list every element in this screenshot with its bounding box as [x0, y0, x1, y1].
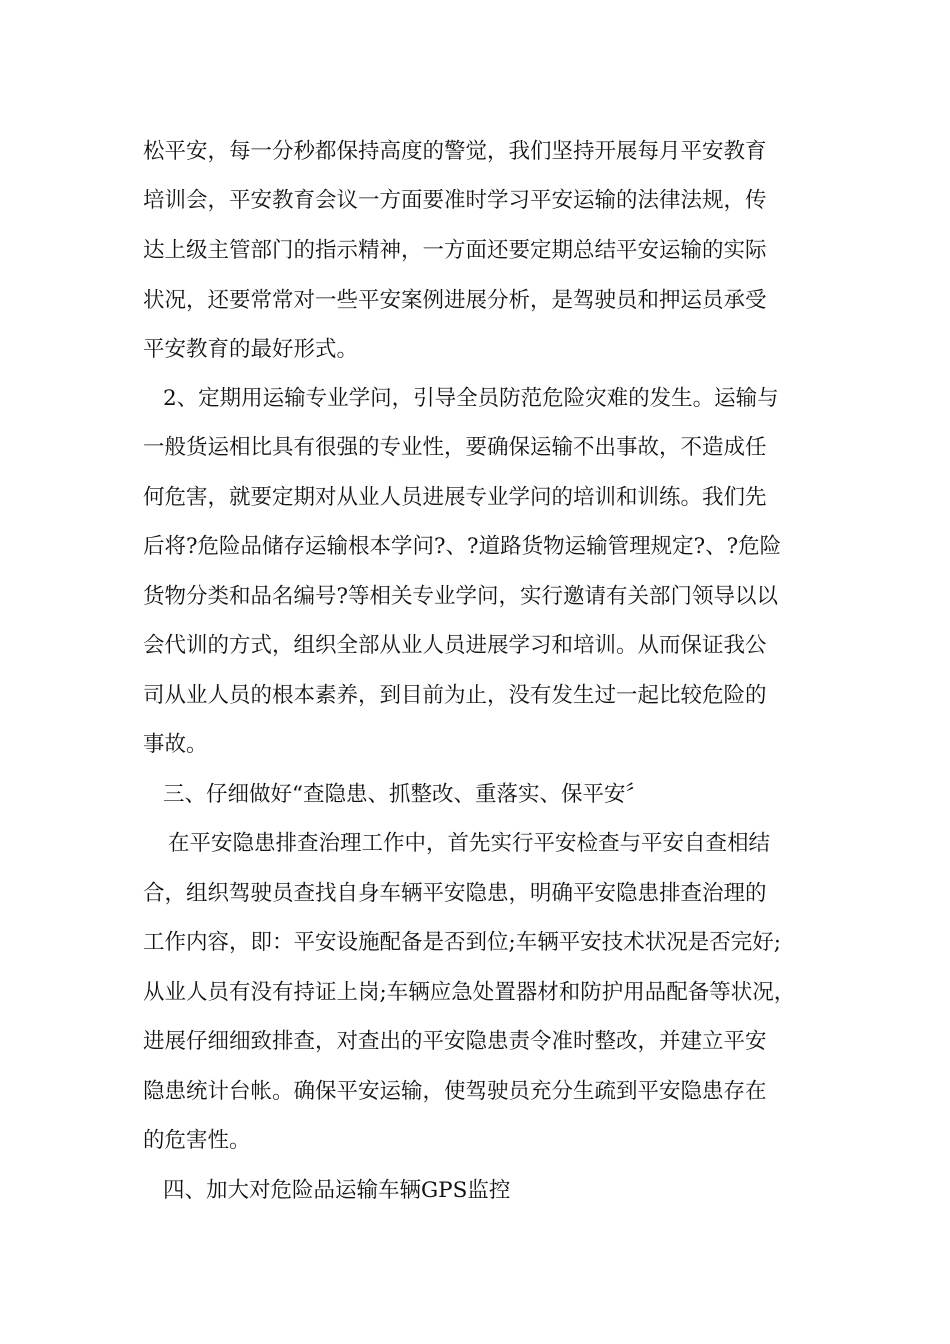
paragraph-1-line-3: 达上级主管部门的指示精神，一方面还要定期总结平安运输的实际 — [143, 238, 767, 263]
paragraph-3-line-4: 从业人员有没有持证上岗;车辆应急处置器材和防护用品配备等状况， — [143, 980, 796, 1005]
paragraph-1-line-1: 松平安，每一分秒都保持高度的警觉，我们坚持开展每月平安教育 — [143, 139, 767, 164]
paragraph-2-line-6: 会代训的方式，组织全部从业人员进展学习和培训。从而保证我公 — [143, 633, 767, 658]
section-heading-4: 四、加大对危险品运输车辆GPS监控 — [163, 1178, 511, 1203]
paragraph-3-line-2: 合，组织驾驶员查找自身车辆平安隐患，明确平安隐患排查治理的 — [143, 881, 767, 906]
paragraph-1-line-5: 平安教育的最好形式。 — [143, 337, 359, 362]
paragraph-2-line-4: 后将?危险品储存运输根本学问?、?道路货物运输管理规定?、?危险 — [143, 534, 782, 559]
paragraph-2-line-7: 司从业人员的根本素养，到目前为止，没有发生过一起比较危险的 — [143, 683, 767, 708]
paragraph-2-line-1: 2、定期用运输专业学问，引导全员防范危险灾难的发生。运输与 — [163, 386, 779, 411]
section-heading-3: 三、仔细做好“查隐患、抓整改、重落实、保平安〞 — [163, 782, 647, 807]
paragraph-1-line-4: 状况，还要常常对一些平安案例进展分析，是驾驶员和押运员承受 — [143, 288, 767, 313]
paragraph-2-line-5: 货物分类和品名编号?等相关专业学问，实行邀请有关部门领导以以 — [143, 584, 779, 609]
paragraph-2-line-2: 一般货运相比具有很强的专业性，要确保运输不出事故，不造成任 — [143, 435, 767, 460]
paragraph-3-line-7: 的危害性。 — [143, 1128, 251, 1153]
paragraph-3-line-1: 在平安隐患排查治理工作中，首先实行平安检查与平安自查相结 — [168, 831, 771, 856]
paragraph-2-line-3: 何危害，就要定期对从业人员进展专业学问的培训和训练。我们先 — [143, 485, 767, 510]
paragraph-3-line-3: 工作内容，即：平安设施配备是否到位;车辆平安技术状况是否完好; — [143, 930, 781, 955]
paragraph-3-line-5: 进展仔细细致排查，对查出的平安隐患责令准时整改，并建立平安 — [143, 1029, 767, 1054]
paragraph-1-line-2: 培训会，平安教育会议一方面要准时学习平安运输的法律法规，传 — [143, 188, 767, 213]
paragraph-2-line-8: 事故。 — [143, 732, 208, 757]
paragraph-3-line-6: 隐患统计台帐。确保平安运输，使驾驶员充分生疏到平安隐患存在 — [143, 1079, 767, 1104]
